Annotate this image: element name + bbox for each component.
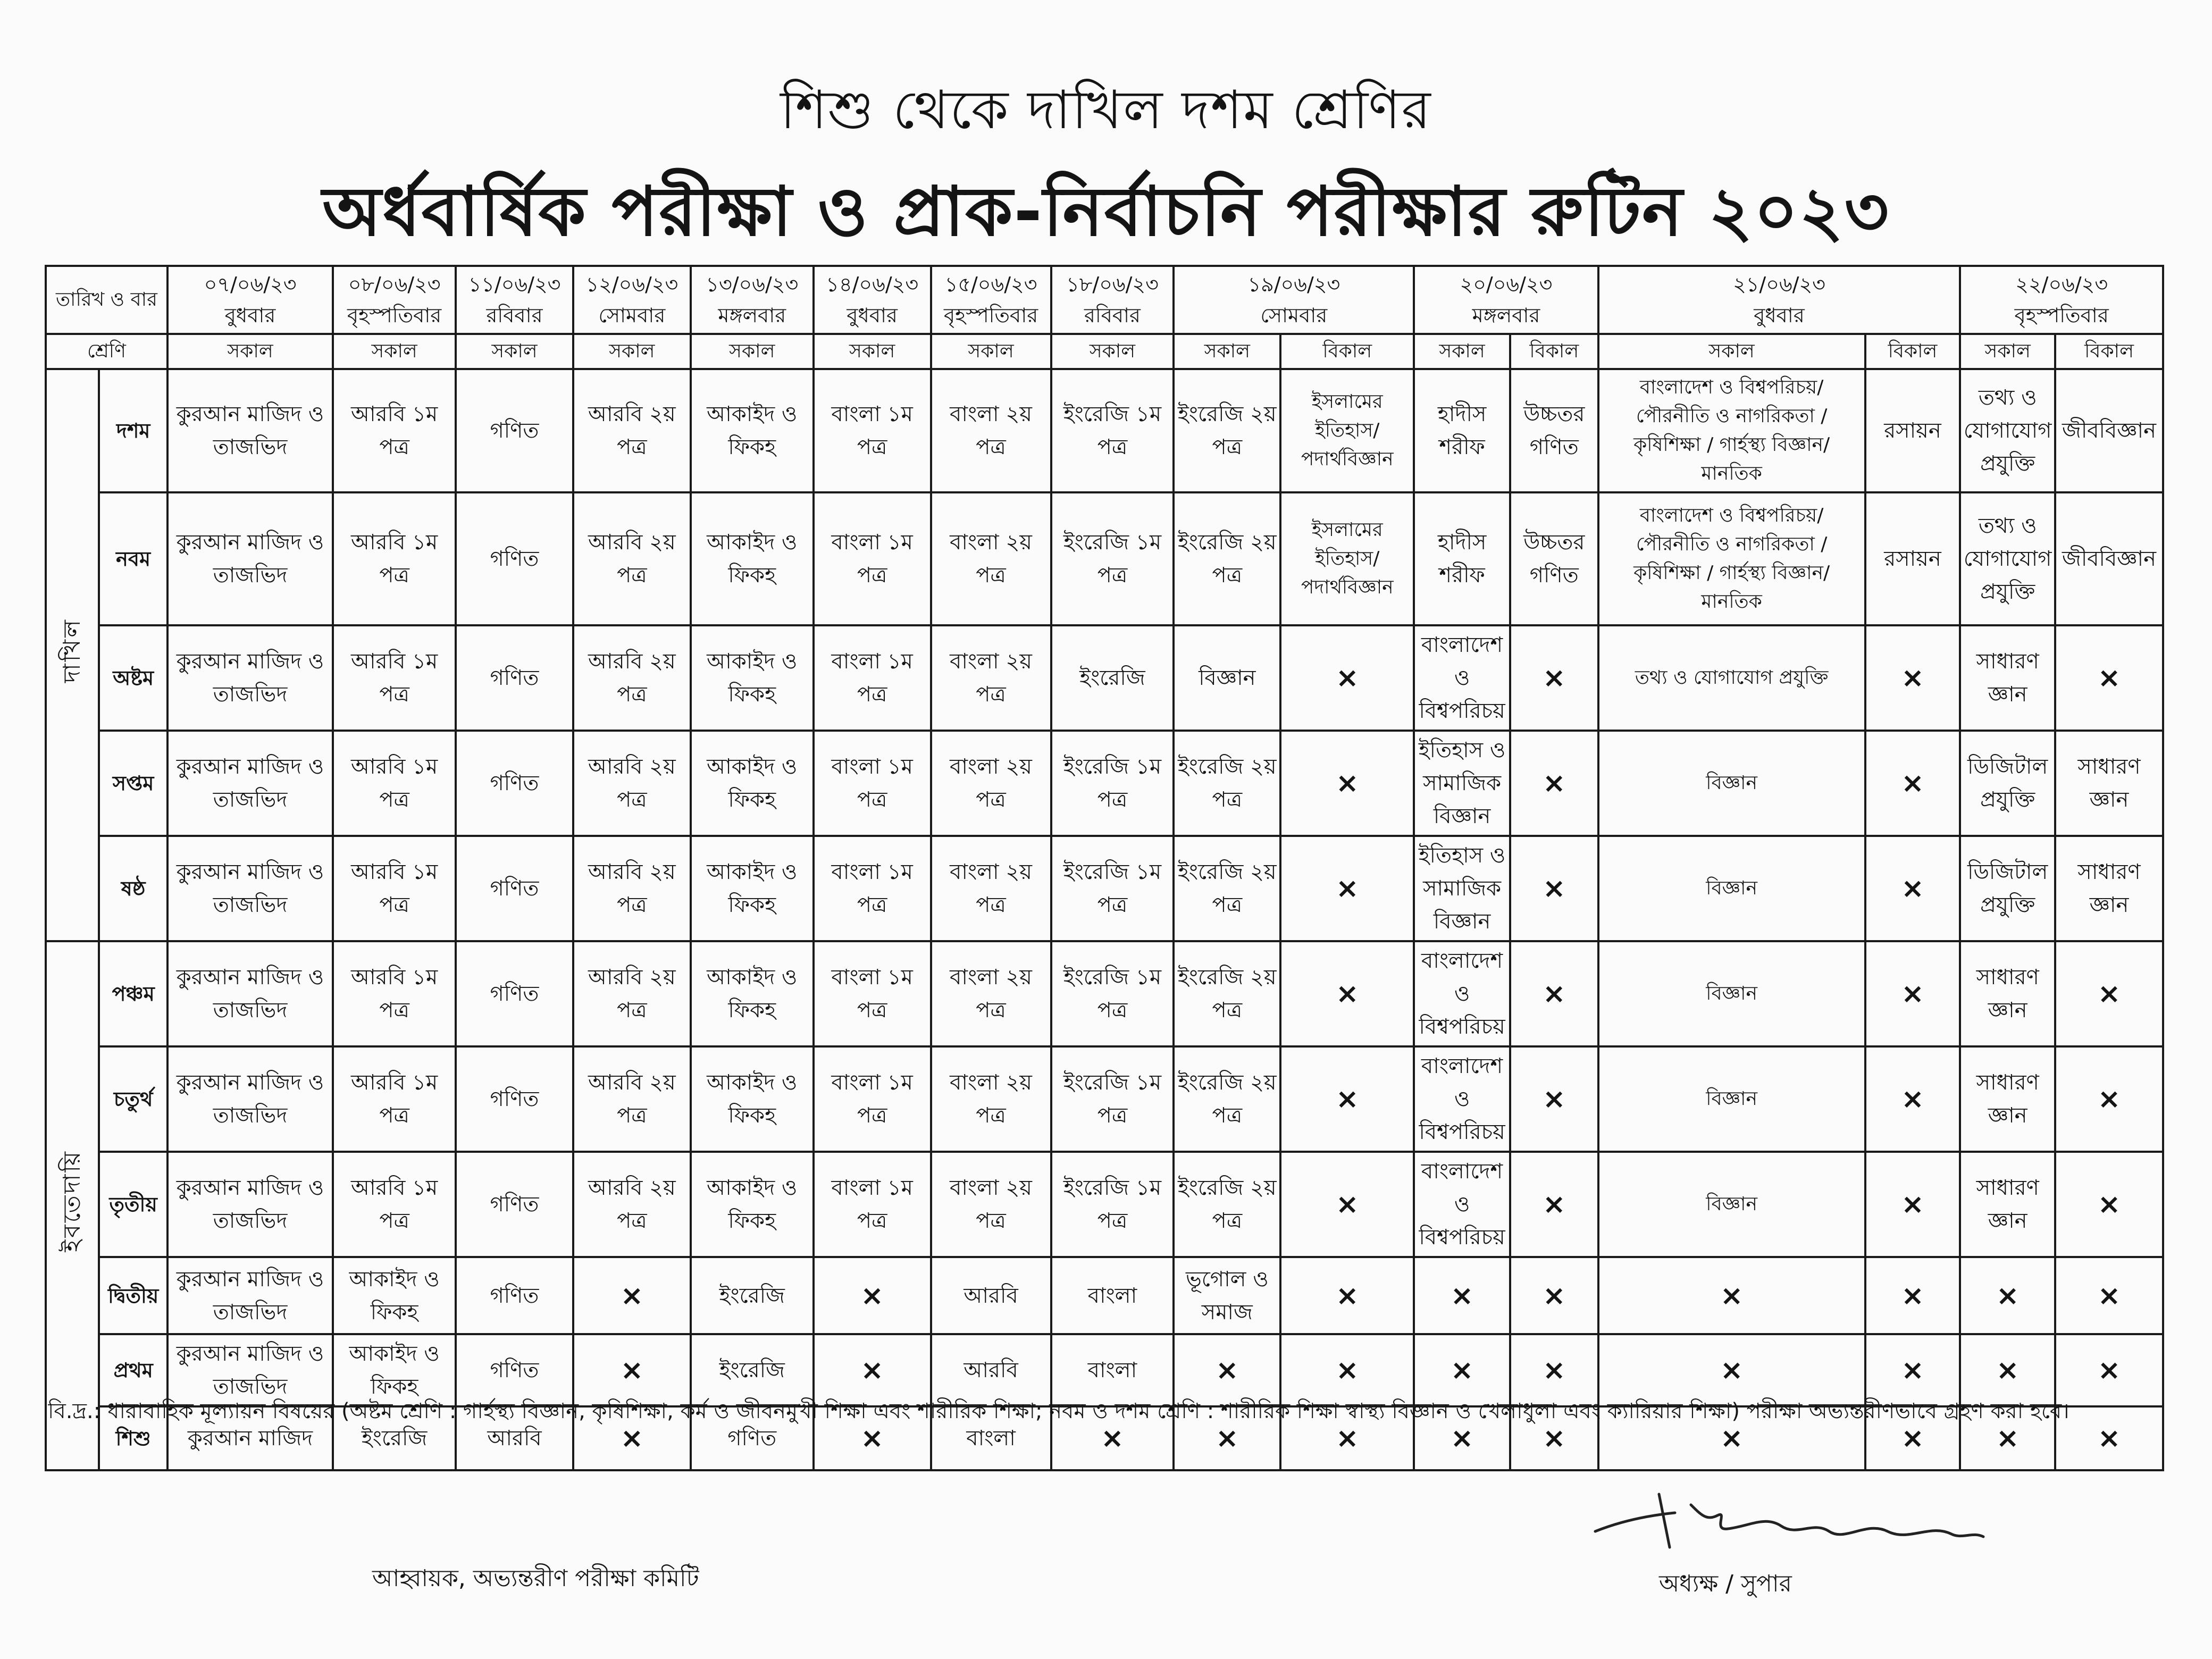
subject-cell: বাংলা [1051,1334,1174,1406]
date-header-cell [1960,266,2163,334]
no-exam-mark: × [1280,1046,1414,1152]
subject-cell: গণিত [456,369,573,492]
no-exam-mark: × [1280,1334,1414,1406]
no-exam-mark: × [1280,1257,1414,1334]
subject-cell: ইসলামের ইতিহাস/ পদার্থবিজ্ঞান [1280,492,1414,625]
subject-cell: বাংলাদেশ ও বিশ্বপরিচয়/ পৌরনীতি ও নাগরিকতা / কৃষিশিক্ষা / গার্হস্থ্য বিজ্ঞান/ মানতিক [1598,369,1865,492]
exam-date: ১৯/০৬/২৩ [1247,273,1340,296]
exam-day: মঙ্গলবার [1472,304,1540,327]
subject-cell: আরবি ২য় পত্র [573,369,691,492]
no-exam-mark: × [814,1406,931,1470]
exam-day: সোমবার [598,304,666,327]
subject-cell: জীববিজ্ঞান [2055,492,2163,625]
subject-cell: হাদীস শরীফ [1414,369,1510,492]
no-exam-mark: × [2055,1046,2163,1152]
subject-cell: আরবি ২য় পত্র [573,836,691,941]
no-exam-mark: × [1865,1152,1960,1257]
no-exam-mark: × [1510,1257,1598,1334]
subject-cell: বাংলা ২য় পত্র [931,941,1051,1046]
subject-cell: ডিজিটাল প্রযুক্তি [1960,836,2055,941]
shift-morning: সকাল [931,334,1051,369]
no-exam-mark: × [1598,1257,1865,1334]
no-exam-mark: × [1960,1406,2055,1470]
no-exam-mark: × [2055,1257,2163,1334]
subject-cell: কুরআন মাজিদ ও তাজভিদ [167,1257,333,1334]
shift-morning: সকাল [167,334,333,369]
date-header-cell [573,266,691,334]
subject-cell: বাংলা ১ম পত্র [814,625,931,731]
class-name: নবম [99,492,167,625]
shift-morning: সকাল [1960,334,2055,369]
subject-cell: গণিত [456,1152,573,1257]
subject-cell: হাদীস শরীফ [1414,492,1510,625]
subject-cell: বাংলাদেশ ও বিশ্বপরিচয় [1414,1046,1510,1152]
subject-cell: বাংলা ২য় পত্র [931,1152,1051,1257]
no-exam-mark: × [1280,731,1414,836]
shift-morning: সকাল [691,334,814,369]
subject-cell: গণিত [456,1257,573,1334]
subject-cell: আরবি ২য় পত্র [573,492,691,625]
subject-cell: ইতিহাস ও সামাজিক বিজ্ঞান [1414,731,1510,836]
shift-afternoon: বিকাল [1510,334,1598,369]
date-header-cell [931,266,1051,334]
exam-day: বুধবার [224,304,276,327]
no-exam-mark: × [1510,731,1598,836]
subject-cell: বাংলা ১ম পত্র [814,941,931,1046]
exam-date: ২২/০৬/২৩ [2015,273,2108,296]
class-name: দশম [99,369,167,492]
shift-morning: সকাল [456,334,573,369]
subject-cell: আকাইদ ও ফিকহ [691,731,814,836]
subject-cell: কুরআন মাজিদ ও তাজভিদ [167,1334,333,1406]
title-line-2: অর্ধবার্ষিক পরীক্ষা ও প্রাক-নির্বাচনি পরীক্ষার রুটিন ২০২৩ [322,172,1890,252]
subject-cell: আকাইদ ও ফিকহ [691,1152,814,1257]
no-exam-mark: × [1510,625,1598,731]
shift-morning: সকাল [814,334,931,369]
subject-cell: বাংলা ২য় পত্র [931,625,1051,731]
subject-cell: বাংলাদেশ ও বিশ্বপরিচয় [1414,625,1510,731]
no-exam-mark: × [1414,1334,1510,1406]
subject-cell: বাংলাদেশ ও বিশ্বপরিচয় [1414,941,1510,1046]
exam-day: বুধবার [847,304,898,327]
shift-morning: সকাল [1174,334,1280,369]
class-name: শিশু [99,1406,167,1470]
subject-cell: গণিত [691,1406,814,1470]
no-exam-mark: × [1510,1152,1598,1257]
subject-cell: গণিত [456,731,573,836]
class-name: দ্বিতীয় [99,1257,167,1334]
group-label: দাখিল [58,617,86,683]
no-exam-mark: × [1414,1257,1510,1334]
subject-cell: তথ্য ও যোগাযোগ প্রযুক্তি [1598,625,1865,731]
subject-cell: গণিত [456,625,573,731]
date-header-cell [1174,266,1414,334]
subject-cell: আরবি ১ম পত্র [333,625,456,731]
exam-day: বুধবার [1754,304,1805,327]
subject-cell: বিজ্ঞান [1174,625,1280,731]
subject-cell: বাংলাদেশ ও বিশ্বপরিচয়/ পৌরনীতি ও নাগরিকতা / কৃষিশিক্ষা / গার্হস্থ্য বিজ্ঞান/ মানতিক [1598,492,1865,625]
class-row [46,369,2163,492]
subject-cell: ইংরেজি ১ম পত্র [1051,836,1174,941]
exam-date: ১৩/০৬/২৩ [706,273,799,296]
subject-cell: গণিত [456,492,573,625]
handwritten-signature [1590,1484,2047,1563]
title-line-1: শিশু থেকে দাখিল দশম শ্রেণির [780,79,1432,141]
no-exam-mark: × [1865,1406,1960,1470]
subject-cell: ইংরেজি [1051,625,1174,731]
subject-cell: আকাইদ ও ফিকহ [691,941,814,1046]
class-row [46,1334,2163,1406]
exam-date: ০৮/০৬/২৩ [348,273,441,296]
class-row [46,1152,2163,1257]
no-exam-mark: × [814,1257,931,1334]
subject-cell: বাংলা ২য় পত্র [931,369,1051,492]
group-ebtedayi [46,941,99,1470]
subject-cell: উচ্চতর গণিত [1510,369,1598,492]
subject-cell: বাংলা [1051,1257,1174,1334]
date-header-cell [691,266,814,334]
subject-cell: কুরআন মাজিদ ও তাজভিদ [167,941,333,1046]
subject-cell: সাধারণ জ্ঞান [1960,1152,2055,1257]
subject-cell: কুরআন মাজিদ ও তাজভিদ [167,492,333,625]
class-name: প্রথম [99,1334,167,1406]
class-row [46,492,2163,625]
no-exam-mark: × [1865,1334,1960,1406]
subject-cell: ইংরেজি ১ম পত্র [1051,731,1174,836]
subject-cell: আরবি ১ম পত্র [333,1152,456,1257]
no-exam-mark: × [2055,1152,2163,1257]
shift-morning: সকাল [1051,334,1174,369]
subject-cell: বাংলা ১ম পত্র [814,836,931,941]
shift-morning: সকাল [1414,334,1510,369]
subject-cell: ডিজিটাল প্রযুক্তি [1960,731,2055,836]
subject-cell: কুরআন মাজিদ [167,1406,333,1470]
no-exam-mark: × [1865,625,1960,731]
no-exam-mark: × [1960,1334,2055,1406]
subject-cell: ইংরেজি ১ম পত্র [1051,369,1174,492]
no-exam-mark: × [1280,1152,1414,1257]
no-exam-mark: × [2055,1334,2163,1406]
subject-cell: ইতিহাস ও সামাজিক বিজ্ঞান [1414,836,1510,941]
no-exam-mark: × [1051,1406,1174,1470]
subject-cell: ইংরেজি ২য় পত্র [1174,836,1280,941]
subject-cell: কুরআন মাজিদ ও তাজভিদ [167,1152,333,1257]
subject-cell: রসায়ন [1865,492,1960,625]
exam-date: ০৭/০৬/২৩ [204,273,297,296]
date-header-cell [333,266,456,334]
no-exam-mark: × [1598,1406,1865,1470]
subject-cell: ইসলামের ইতিহাস/ পদার্থবিজ্ঞান [1280,369,1414,492]
shift-morning: সকাল [333,334,456,369]
no-exam-mark: × [1510,1406,1598,1470]
subject-cell: বাংলাদেশ ও বিশ্বপরিচয় [1414,1152,1510,1257]
subject-cell: আকাইদ ও ফিকহ [333,1257,456,1334]
subject-cell: আকাইদ ও ফিকহ [691,369,814,492]
subject-cell: উচ্চতর গণিত [1510,492,1598,625]
date-header-cell [814,266,931,334]
date-header-cell [456,266,573,334]
subject-cell: বাংলা ২য় পত্র [931,731,1051,836]
no-exam-mark: × [1865,1046,1960,1152]
no-exam-mark: × [1510,836,1598,941]
subject-cell: আরবি [931,1334,1051,1406]
class-row [46,625,2163,731]
subject-cell: ভূগোল ও সমাজ [1174,1257,1280,1334]
subject-cell: ইংরেজি [691,1334,814,1406]
date-header-cell [1414,266,1598,334]
subject-cell: সাধারণ জ্ঞান [2055,731,2163,836]
no-exam-mark: × [1865,1257,1960,1334]
subject-cell: আরবি ১ম পত্র [333,492,456,625]
subject-cell: ইংরেজি [333,1406,456,1470]
subject-cell: সাধারণ জ্ঞান [1960,941,2055,1046]
class-row [46,941,2163,1046]
subject-cell: গণিত [456,836,573,941]
class-name: সপ্তম [99,731,167,836]
subject-cell: সাধারণ জ্ঞান [1960,1046,2055,1152]
subject-cell: ইংরেজি [691,1257,814,1334]
subject-cell: ইংরেজি ২য় পত্র [1174,731,1280,836]
subject-cell: ইংরেজি ২য় পত্র [1174,369,1280,492]
subject-cell: ইংরেজি ২য় পত্র [1174,492,1280,625]
no-exam-mark: × [2055,625,2163,731]
no-exam-mark: × [1280,836,1414,941]
convener-signature-label: আহ্বায়ক, অভ্যন্তরীণ পরীক্ষা কমিটি [372,1565,699,1592]
subject-cell: ইংরেজি ১ম পত্র [1051,941,1174,1046]
footnote: বি.দ্র.: ধারাবাহিক মূল্যায়ন বিষয়ের (অষ্টম শ্রেণি : গার্হস্থ্য বিজ্ঞান, কৃষিশিক্ষা, কর্ম ও জীবনমুখী শিক্ষা এবং শারীরিক শিক্ষা; নবম ও দশম শ্রেণি : শারীরিক শিক্ষা স্বাস্থ্য বিজ্ঞান ও খেলাধুলা এবং ক্যারিয়ার শিক্ষা) পরীক্ষা অভ্যন্তরীণভাবে গ্রহণ করা হবে। [48,1399,2069,1423]
subject-cell: বিজ্ঞান [1598,836,1865,941]
no-exam-mark: × [814,1334,931,1406]
subject-cell: বাংলা [931,1406,1051,1470]
no-exam-mark: × [1510,941,1598,1046]
subject-cell: ইংরেজি ১ম পত্র [1051,1046,1174,1152]
subject-cell: আকাইদ ও ফিকহ [691,625,814,731]
subject-cell: আরবি ২য় পত্র [573,941,691,1046]
class-name: চতুর্থ [99,1046,167,1152]
no-exam-mark: × [1960,1257,2055,1334]
subject-cell: গণিত [456,941,573,1046]
no-exam-mark: × [2055,1406,2163,1470]
exam-date: ১৪/০৬/২৩ [826,273,919,296]
subject-cell: বাংলা ২য় পত্র [931,492,1051,625]
subject-cell: বাংলা ১ম পত্র [814,492,931,625]
exam-day: রবিবার [486,304,543,327]
subject-cell: আরবি ১ম পত্র [333,731,456,836]
exam-day: বৃহস্পতিবার [2014,304,2109,327]
class-row [46,836,2163,941]
exam-date: ১১/০৬/২৩ [468,273,561,296]
subject-cell: আরবি [931,1257,1051,1334]
exam-date: ১৮/০৬/২৩ [1066,273,1159,296]
shift-morning: সকাল [573,334,691,369]
exam-date: ১৫/০৬/২৩ [944,273,1037,296]
no-exam-mark: × [1510,1334,1598,1406]
subject-cell: বাংলা ২য় পত্র [931,836,1051,941]
exam-date: ২০/০৬/২৩ [1460,273,1553,296]
subject-cell: আরবি ২য় পত্র [573,625,691,731]
subject-cell: আরবি ১ম পত্র [333,836,456,941]
subject-cell: বাংলা ২য় পত্র [931,1046,1051,1152]
shift-afternoon: বিকাল [1280,334,1414,369]
class-name: অষ্টম [99,625,167,731]
date-header-cell [1598,266,1960,334]
subject-cell: আরবি [456,1406,573,1470]
subject-cell: কুরআন মাজিদ ও তাজভিদ [167,369,333,492]
subject-cell: আরবি ২য় পত্র [573,1152,691,1257]
no-exam-mark: × [1510,1046,1598,1152]
subject-cell: গণিত [456,1046,573,1152]
exam-day: সোমবার [1260,304,1328,327]
subject-cell: বাংলা ১ম পত্র [814,369,931,492]
no-exam-mark: × [1174,1406,1280,1470]
subject-cell: আকাইদ ও ফিকহ [691,492,814,625]
no-exam-mark: × [2055,941,2163,1046]
subject-cell: কুরআন মাজিদ ও তাজভিদ [167,1046,333,1152]
exam-date: ২১/০৬/২৩ [1733,273,1825,296]
subject-cell: আরবি ২য় পত্র [573,1046,691,1152]
subject-cell: ইংরেজি ২য় পত্র [1174,1046,1280,1152]
subject-cell: তথ্য ও যোগাযোগ প্রযুক্তি [1960,369,2055,492]
no-exam-mark: × [1865,836,1960,941]
subject-cell: আরবি ২য় পত্র [573,731,691,836]
header-date-row [46,266,2163,334]
subject-cell: সাধারণ জ্ঞান [1960,625,2055,731]
class-row [46,1257,2163,1334]
principal-signature-label: অধ্যক্ষ / সুপার [1659,1570,1792,1597]
subject-cell: বিজ্ঞান [1598,1152,1865,1257]
no-exam-mark: × [1174,1334,1280,1406]
subject-cell: গণিত [456,1334,573,1406]
subject-cell: ইংরেজি ১ম পত্র [1051,492,1174,625]
subject-cell: বিজ্ঞান [1598,941,1865,1046]
subject-cell: আরবি ১ম পত্র [333,941,456,1046]
subject-cell: আকাইদ ও ফিকহ [333,1334,456,1406]
subject-cell: আকাইদ ও ফিকহ [691,1046,814,1152]
subject-cell: আরবি ১ম পত্র [333,369,456,492]
exam-day: বৃহস্পতিবার [943,304,1038,327]
no-exam-mark: × [1598,1334,1865,1406]
no-exam-mark: × [1865,941,1960,1046]
subject-cell: রসায়ন [1865,369,1960,492]
no-exam-mark: × [1280,1406,1414,1470]
no-exam-mark: × [1414,1406,1510,1470]
class-row [46,731,2163,836]
no-exam-mark: × [573,1406,691,1470]
subject-cell: তথ্য ও যোগাযোগ প্রযুক্তি [1960,492,2055,625]
date-header-cell [167,266,333,334]
no-exam-mark: × [573,1334,691,1406]
shift-afternoon: বিকাল [2055,334,2163,369]
header-shift-row [46,334,2163,369]
subject-cell: বাংলা ১ম পত্র [814,1152,931,1257]
no-exam-mark: × [1865,731,1960,836]
table-body [46,266,2163,1470]
class-name: তৃতীয় [99,1152,167,1257]
class-label: শ্রেণি [46,334,167,369]
shift-morning: সকাল [1598,334,1865,369]
subject-cell: কুরআন মাজিদ ও তাজভিদ [167,731,333,836]
subject-cell: আরবি ১ম পত্র [333,1046,456,1152]
subject-cell: বাংলা ১ম পত্র [814,731,931,836]
subject-cell: জীববিজ্ঞান [2055,369,2163,492]
no-exam-mark: × [573,1257,691,1334]
no-exam-mark: × [1280,625,1414,731]
subject-cell: আকাইদ ও ফিকহ [691,836,814,941]
exam-day: বৃহস্পতিবার [347,304,442,327]
class-name: ষষ্ঠ [99,836,167,941]
subject-cell: ইংরেজি ১ম পত্র [1051,1152,1174,1257]
group-dakhil [46,369,99,941]
exam-day: রবিবার [1084,304,1141,327]
subject-cell: বিজ্ঞান [1598,731,1865,836]
class-name: পঞ্চম [99,941,167,1046]
class-row [46,1046,2163,1152]
exam-day: মঙ্গলবার [718,304,786,327]
date-day-label: তারিখ ও বার [46,266,167,334]
exam-routine-table [45,265,2164,1471]
no-exam-mark: × [1280,941,1414,1046]
subject-cell: কুরআন মাজিদ ও তাজভিদ [167,836,333,941]
subject-cell: বাংলা ১ম পত্র [814,1046,931,1152]
subject-cell: ইংরেজি ২য় পত্র [1174,941,1280,1046]
subject-cell: ইংরেজি ২য় পত্র [1174,1152,1280,1257]
exam-date: ১২/০৬/২৩ [585,273,678,296]
subject-cell: বিজ্ঞান [1598,1046,1865,1152]
group-label: ইবতেদায়ি [58,1150,86,1252]
date-header-cell [1051,266,1174,334]
subject-cell: সাধারণ জ্ঞান [2055,836,2163,941]
shift-afternoon: বিকাল [1865,334,1960,369]
subject-cell: কুরআন মাজিদ ও তাজভিদ [167,625,333,731]
